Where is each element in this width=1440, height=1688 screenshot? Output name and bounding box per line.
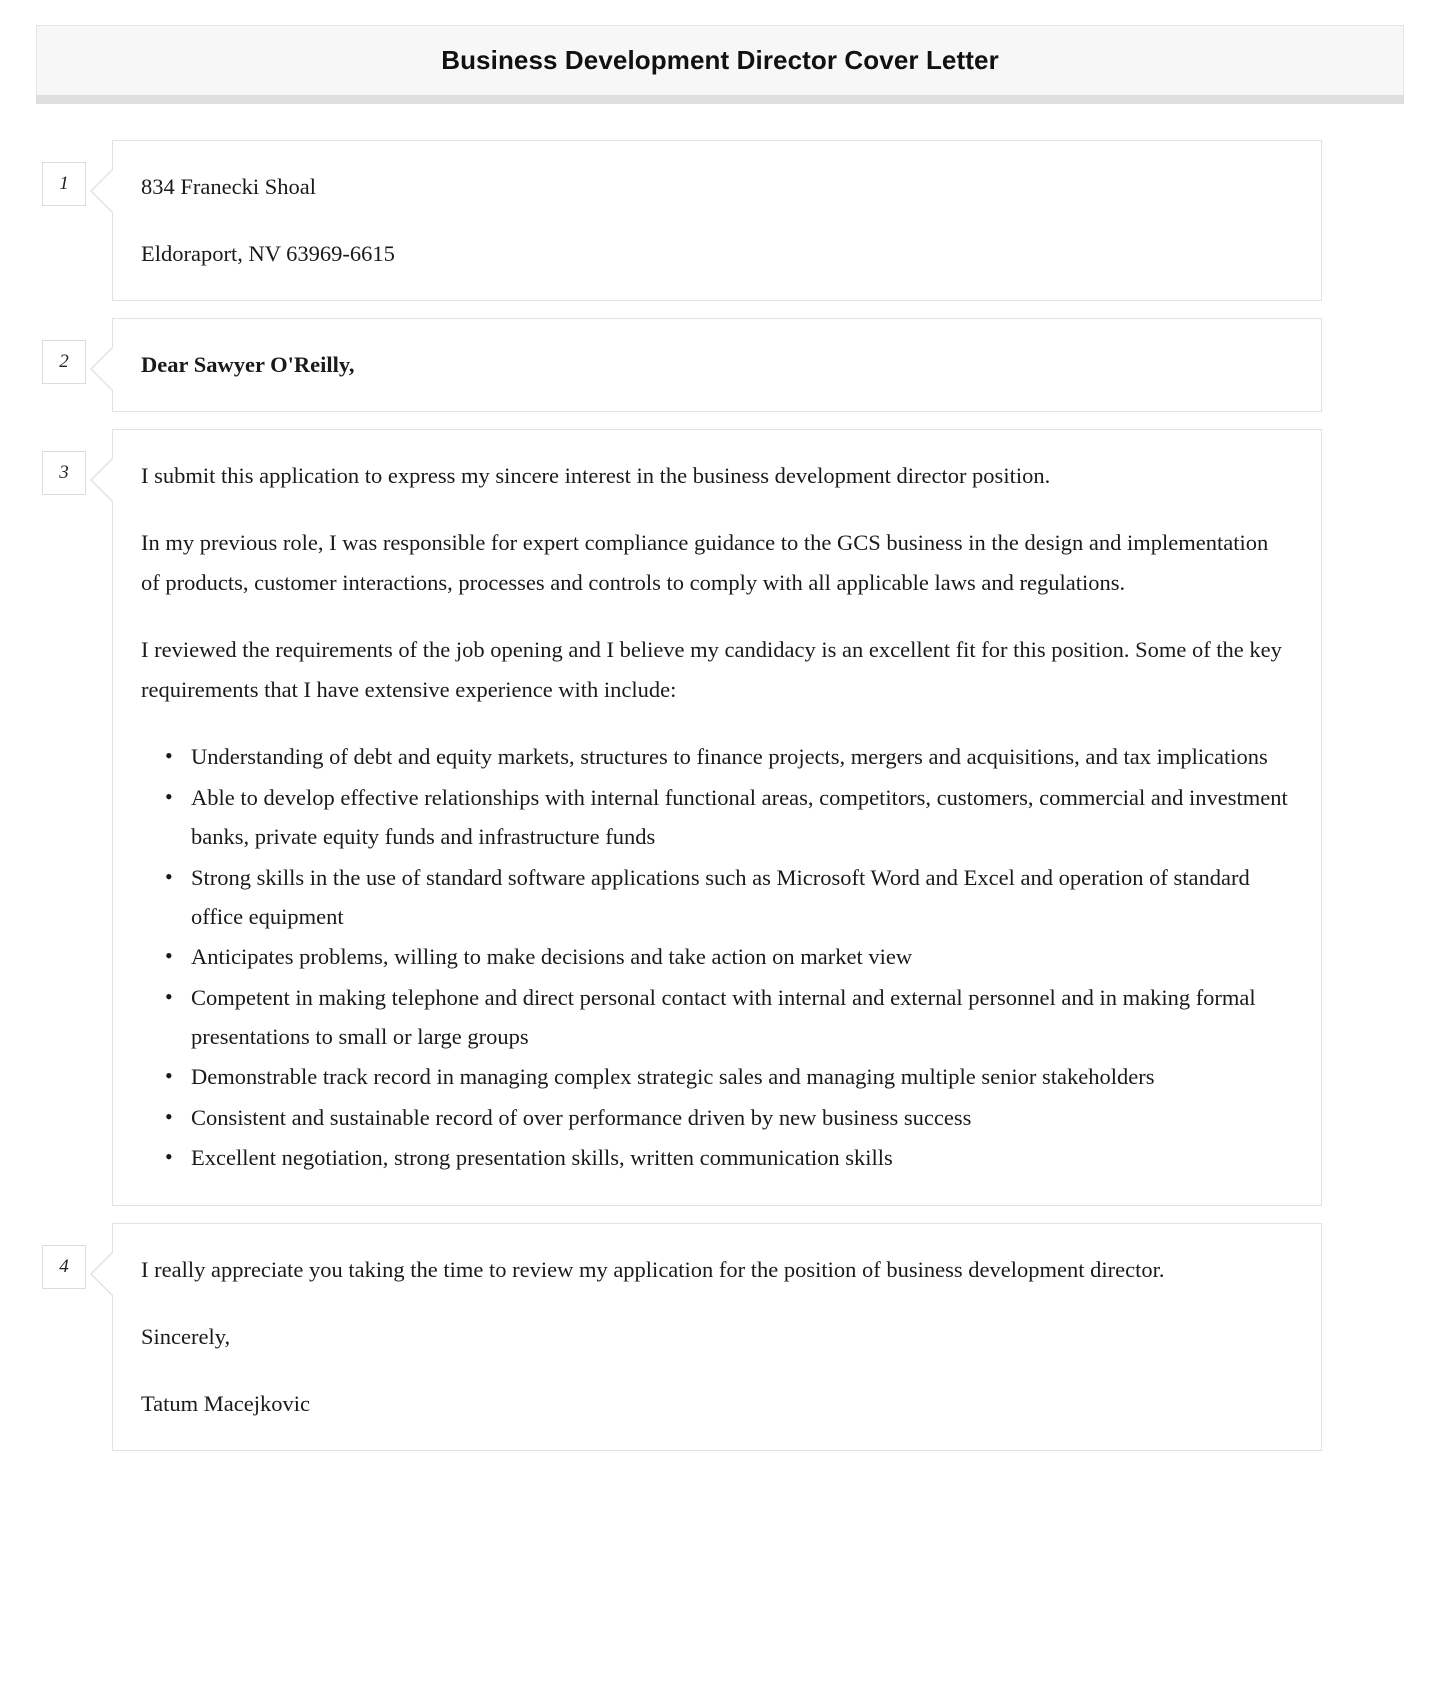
section-letter-body: [0, 429, 1440, 1205]
section-closing: [0, 1223, 1440, 1451]
sender-address-text: [141, 167, 1291, 274]
list-item: • Strong skills in the use of standard software applications such as Microsoft Word and Excel and operation of standard office equipment: [189, 858, 1291, 937]
callout-notch-inner-icon: [92, 169, 114, 213]
letter-sections: [0, 140, 1440, 1451]
list-item: • Competent in making telephone and direct personal contact with internal and external personnel and in making formal presentations to small or large groups: [189, 978, 1291, 1057]
section-number-badge-1[interactable]: 1: [42, 162, 86, 206]
document-header: [36, 25, 1404, 95]
requirements-list: [141, 737, 1291, 1177]
body-paragraph-previous-role: In my previous role, I was responsible for expert compliance guidance to the GCS business in the design and implementation of products, customer interactions, processes and controls to comply with all applicable laws and regulations.: [141, 530, 1269, 596]
signature-name: Tatum Macejkovic: [141, 1390, 310, 1416]
list-item: • Excellent negotiation, strong presentation skills, written communication skills: [189, 1138, 1291, 1177]
body-paragraph-intro: I submit this application to express my sincere interest in the business development director position.: [141, 463, 1051, 489]
callout-letter-body[interactable]: [112, 429, 1322, 1205]
salutation-line: Dear Sawyer O'Reilly,: [141, 352, 355, 378]
list-item: • Anticipates problems, willing to make decisions and take action on market view: [189, 937, 1291, 976]
section-sender-address: [0, 140, 1440, 301]
body-paragraph-requirements-lead-in: I reviewed the requirements of the job opening and I believe my candidacy is an excellent fit for this position. Some of the key requirements that I have extensive experience with include:: [141, 637, 1282, 703]
closing-text: [141, 1250, 1291, 1424]
callout-salutation[interactable]: [112, 318, 1322, 412]
address-line-street: 834 Franecki Shoal: [141, 174, 316, 199]
salutation-text: [141, 345, 1291, 385]
list-item: • Consistent and sustainable record of over performance driven by new business success: [189, 1098, 1291, 1137]
list-item: • Able to develop effective relationships with internal functional areas, competitors, customers, commercial and investment banks, private equity funds and infrastructure funds: [189, 778, 1291, 857]
closing-appreciation-paragraph: I really appreciate you taking the time to review my application for the position of business development director.: [141, 1256, 1165, 1282]
letter-body-text: [141, 456, 1291, 1177]
list-item: • Understanding of debt and equity markets, structures to finance projects, mergers and acquisitions, and tax implications: [189, 737, 1291, 776]
callout-notch-inner-icon: [92, 347, 114, 391]
address-line-city-state-zip: Eldoraport, NV 63969-6615: [141, 241, 395, 267]
callout-notch-inner-icon: [92, 458, 114, 502]
section-number-badge-3[interactable]: 3: [42, 451, 86, 495]
section-salutation: [0, 318, 1440, 412]
page-title: Business Development Director Cover Letter: [441, 45, 999, 75]
callout-closing[interactable]: [112, 1223, 1322, 1451]
header-accent-bar: [36, 95, 1404, 104]
callout-notch-inner-icon: [92, 1252, 114, 1296]
section-number-badge-2[interactable]: 2: [42, 340, 86, 384]
callout-sender-address[interactable]: [112, 140, 1322, 301]
section-number-badge-4[interactable]: 4: [42, 1245, 86, 1289]
list-item: • Demonstrable track record in managing complex strategic sales and managing multiple senior stakeholders: [189, 1057, 1291, 1096]
cover-letter-page: [0, 25, 1440, 1451]
closing-salutation: Sincerely,: [141, 1323, 231, 1349]
